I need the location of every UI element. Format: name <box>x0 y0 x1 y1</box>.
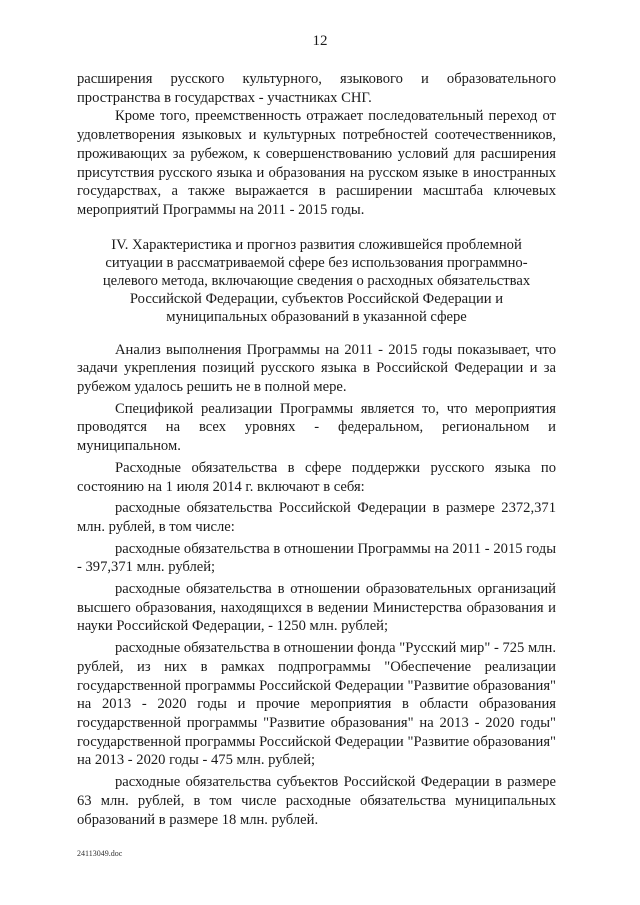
paragraph-program-obligations: расходные обязательства в отношении Программы на 2011 - 2015 годы - 397,371 млн. рублей; <box>77 540 556 576</box>
page-number: 12 <box>312 33 328 49</box>
document-body <box>77 70 556 829</box>
paragraph-analysis: Анализ выполнения Программы на 2011 - 2015 годы показывает, что задачи укрепления позиций русского языка в Российской Федерации и за рубежом удалось решить не в полной мере. <box>77 341 556 396</box>
section-heading-line: IV. Характеристика и прогноз развития сложившейся проблемной <box>111 236 522 253</box>
paragraph-continuity: Кроме того, преемственность отражает последовательный переход от удовлетворения языковых и культурных потребностей соотечественников, проживающих за рубежом, к совершенствованию условий для расширения присутствия русского языка и образования на русском языке в иностранных государствах, а также выражается в расширении масштаба ключевых мероприятий Программы на 2011 - 2015 годы. <box>77 108 556 218</box>
footer-filename: 24113049.doc <box>77 849 123 858</box>
paragraph-university-obligations: расходные обязательства в отношении образовательных организаций высшего образования, находящихся в ведении Министерства образования и науки Российской Федерации, - 1250 млн. рублей; <box>77 581 556 635</box>
paragraph-specifics: Спецификой реализации Программы является то, что мероприятия проводятся на всех уровнях - федеральном, региональном и муниципальном. <box>77 400 556 455</box>
section-heading-line: ситуации в рассматриваемой сфере без использования программно- <box>105 254 528 271</box>
paragraph-federal-obligations: расходные обязательства Российской Федерации в размере 2372,371 млн. рублей, в том числе: <box>77 500 556 535</box>
section-heading-line: муниципальных образований в указанной сфере <box>166 308 467 325</box>
paragraph-fund-obligations: расходные обязательства в отношении фонда "Русский мир" - 725 млн. рублей, из них в рамках подпрограммы "Обеспечение реализации государственной программы Российской Федерации "Развитие образования" на 2013 - 2020 годы и прочие мероприятия в области образования государственной программы "Развитие образования" на 2013 - 2020 годы" государственной программы Российской Федерации "Развитие образования" на 2013 - 2020 годы - 475 млн. рублей; <box>77 640 556 769</box>
section-heading-line: Российской Федерации, субъектов Российской Федерации и <box>129 290 504 307</box>
paragraph-continuation: расширения русского культурного, языкового и образовательного пространства в государствах - участниках СНГ. <box>77 71 556 106</box>
paragraph-regional-obligations: расходные обязательства субъектов Российской Федерации в размере 63 млн. рублей, в том числе расходные обязательства муниципальных образований в размере 18 млн. рублей. <box>77 774 556 828</box>
section-heading-line: целевого метода, включающие сведения о расходных обязательствах <box>102 272 531 289</box>
section-heading <box>77 236 556 326</box>
paragraph-obligations: Расходные обязательства в сфере поддержки русского языка по состоянию на 1 июля 2014 г. включают в себя: <box>77 459 556 495</box>
